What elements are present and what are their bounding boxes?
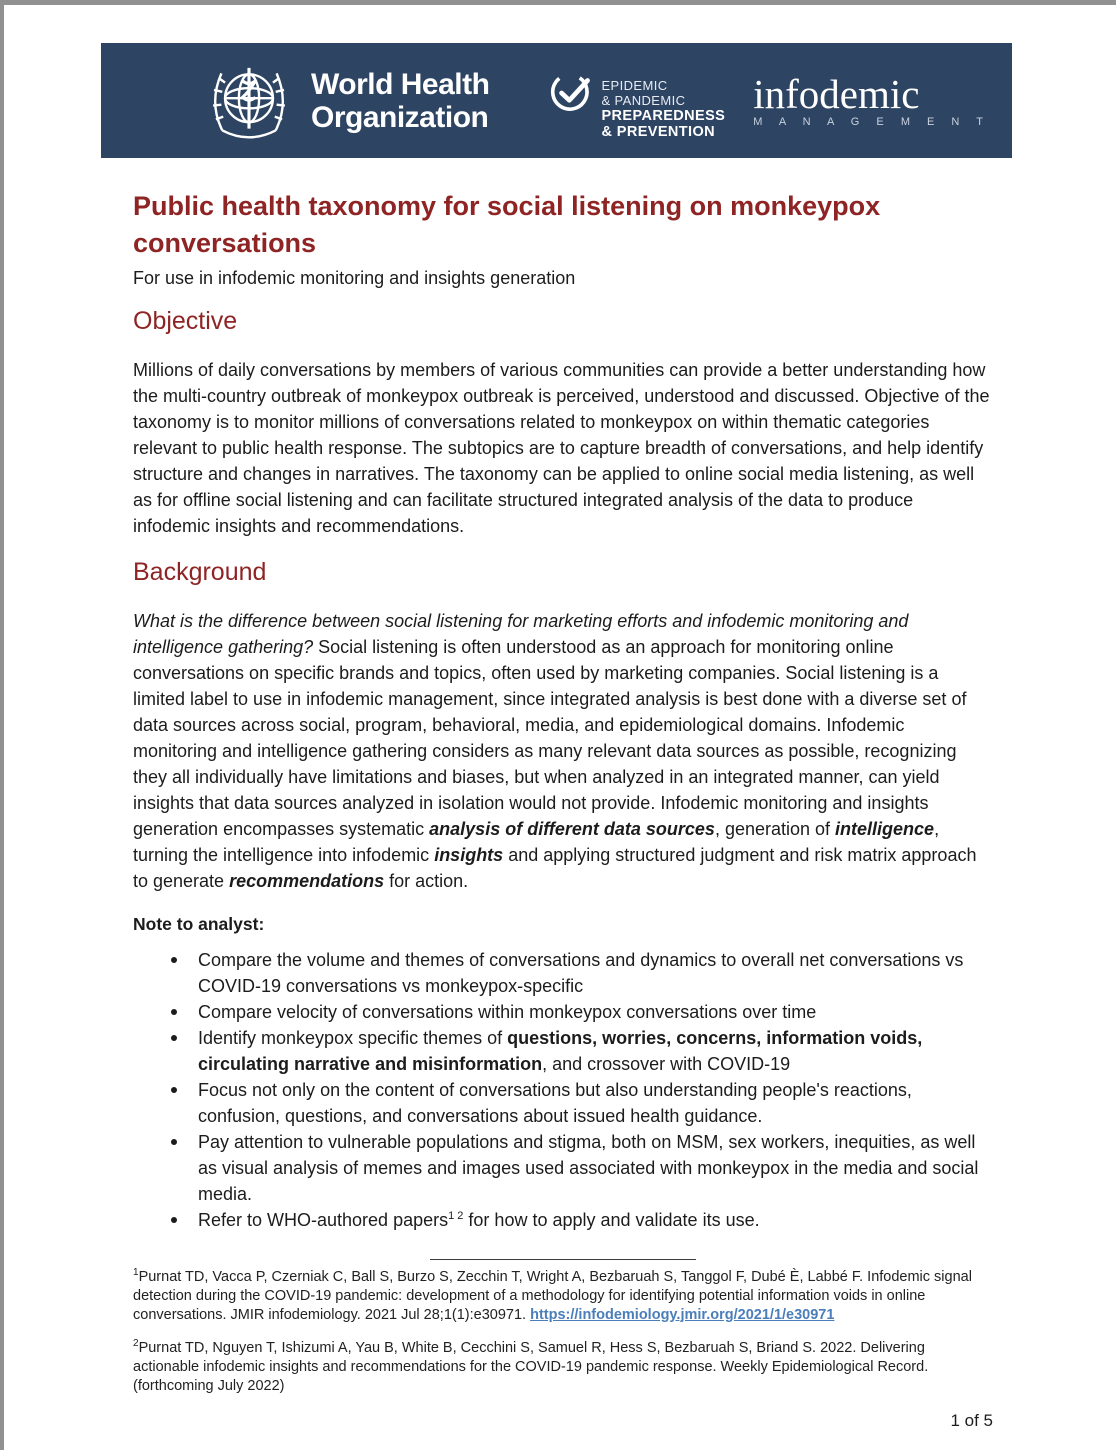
bullet-text: Pay attention to vulnerable populations and stigma, both on MSM, sex workers, inequities, as well as visual analysis of memes and images used associated with monkeypox in the media and social media.	[198, 1131, 979, 1204]
footnote-2-marker: 2	[133, 1338, 139, 1350]
list-item	[168, 1129, 993, 1207]
bullet-text-bold: questions, worries, concerns, information voids, circulating narrative and misinformation	[198, 1027, 923, 1074]
bullet-text: Compare velocity of conversations within monkeypox conversations over time	[198, 1001, 817, 1022]
who-logo-line2: Organization	[311, 100, 489, 134]
section-heading-background: Background	[133, 557, 267, 586]
who-emblem-icon	[201, 55, 297, 147]
note-bullet-list	[168, 947, 993, 1233]
footnote-1-marker: 1	[133, 1266, 139, 1278]
list-item	[168, 1207, 993, 1233]
page-number: 1 of 5	[950, 1410, 993, 1430]
note-to-analyst-heading: Note to analyst:	[133, 913, 265, 934]
bullet-text: , and crossover with COVID-19	[542, 1053, 791, 1074]
page-top-border	[0, 0, 1116, 5]
background-question-italic: What is the difference between social listening for marketing efforts and infodemic monitoring and intelligence gathering?	[133, 610, 909, 657]
background-bold-3: insights	[434, 844, 504, 865]
background-text-3: , turning the intelligence into infodemic	[133, 818, 940, 865]
who-logo	[201, 55, 489, 147]
background-text-2: , generation of	[714, 818, 836, 839]
page-left-border	[0, 0, 4, 1450]
epp-line3: PREPAREDNESS	[601, 107, 726, 124]
header-banner	[101, 43, 1012, 158]
footnote-1-text: Purnat TD, Vacca P, Czerniak C, Ball S, Burzo S, Zecchin T, Wright A, Bezbaruah S, Tanggol F, Dubé È, Labbé F. Infodemic signal detection during the COVID-19 pandemic: development of a methodology for identifying potential information voids in online conversations. JMIR infodemiology. 2021 Jul 28;1(1):e30971.	[133, 1268, 972, 1323]
list-item	[168, 947, 993, 999]
background-bold-1: analysis of different data sources	[429, 818, 715, 839]
bullet-text: for how to apply and validate its use.	[463, 1209, 760, 1230]
footnote-2	[133, 1339, 993, 1396]
infodemic-management-label: M A N A G E M E N T	[753, 115, 990, 128]
who-logo-text	[311, 68, 489, 134]
footnote-reference-superscript: 1 2	[448, 1209, 464, 1222]
footnote-separator	[430, 1259, 696, 1260]
epp-line1: EPIDEMIC	[601, 77, 668, 93]
footnote-link[interactable]: https://infodemiology.jmir.org/2021/1/e30971	[530, 1306, 835, 1323]
list-item	[168, 1077, 993, 1129]
background-bold-2: intelligence	[835, 818, 935, 839]
document-content	[133, 188, 993, 1431]
footnote-2-text: Purnat TD, Nguyen T, Ishizumi A, Yau B, White B, Cecchini S, Samuel R, Hess S, Bezbaruah S, Briand S. 2022. Delivering actionable infodemic insights and recommendations for the COVID-19 pandemic response. Weekly Epidemiological Record. (forthcoming July 2022)	[133, 1340, 929, 1394]
background-bold-4: recommendations	[229, 870, 385, 891]
list-item	[168, 1025, 993, 1077]
background-text-1: Social listening is often understood as an approach for monitoring online conversations on specific brands and topics, often used by marketing companies. Social listening is a limited label to use in infodemic management, since integrated analysis is best done with a diverse set of data sources across social, program, behavioral, media, and epidemiological domains. Infodemic monitoring and intelligence gathering considers as many relevant data sources as possible, recognizing they all individually have limitations and biases, but when analyzed in an integrated manner, can yield insights that data sources analyzed in isolation would not provide. Infodemic monitoring and insights generation encompasses systematic	[133, 636, 967, 839]
footnote-1	[133, 1268, 993, 1325]
document-subtitle: For use in infodemic monitoring and insights generation	[133, 268, 576, 288]
who-logo-line1: World Health	[311, 67, 490, 101]
epp-line4: & PREVENTION	[601, 123, 716, 140]
bullet-text: Focus not only on the content of conversations but also understanding people's reactions, confusion, questions, and conversations about issued health guidance.	[198, 1079, 912, 1126]
background-text-5: for action.	[384, 870, 469, 891]
document-title: Public health taxonomy for social listening on monkeypox conversations	[133, 191, 881, 258]
list-item	[168, 999, 993, 1025]
infodemic-logo	[753, 70, 990, 128]
infodemic-wordmark: infodemic	[753, 70, 920, 117]
epp-line2: & PANDEMIC	[601, 92, 686, 108]
objective-paragraph: Millions of daily conversations by members of various communities can provide a better understanding how the multi-country outbreak of monkeypox outbreak is perceived, understood and discussed. Objective of the taxonomy is to monitor millions of conversations related to monkeypox on within thematic categories relevant to public health response. The subtopics are to capture breadth of conversations, and help identify structure and changes in narratives. The taxonomy can be applied to online social media listening, as well as for offline social listening and can facilitate structured integrated analysis of the data to produce infodemic insights and recommendations.	[133, 359, 990, 536]
bullet-text: Compare the volume and themes of conversations and dynamics to overall net conversations vs COVID-19 conversations vs monkeypox-specific	[198, 949, 964, 996]
bullet-text: Identify monkeypox specific themes of	[198, 1027, 508, 1048]
background-text-4: and applying structured judgment and risk matrix approach to generate	[133, 844, 977, 891]
section-heading-objective: Objective	[133, 307, 238, 335]
epp-logo	[547, 62, 725, 140]
epp-logo-text	[601, 78, 725, 140]
epp-check-icon	[547, 64, 599, 122]
background-paragraph	[133, 608, 993, 894]
bullet-text: Refer to WHO-authored papers	[198, 1209, 449, 1230]
